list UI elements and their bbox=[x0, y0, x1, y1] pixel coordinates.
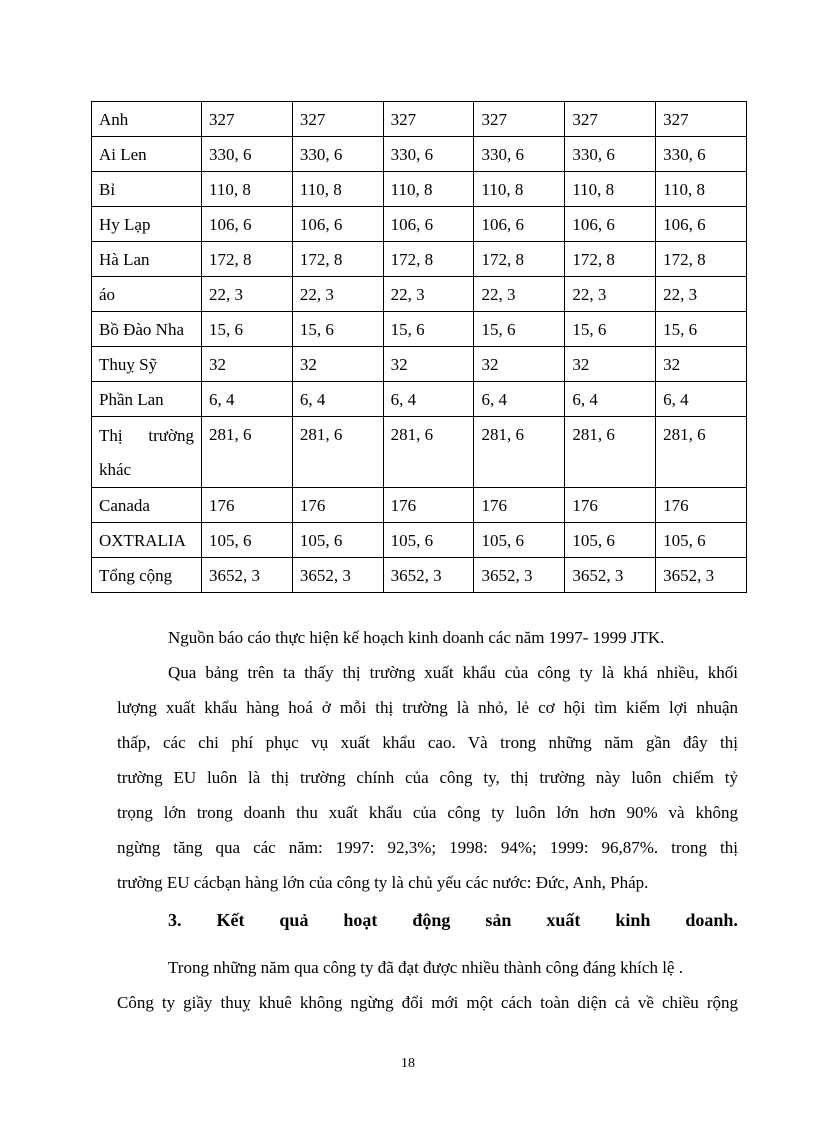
value-cell: 22, 3 bbox=[292, 277, 383, 312]
paragraph-line: ngừng tăng qua các năm: 1997: 92,3%; 1998: 94%; 1999: 96,87%. trong thị bbox=[117, 838, 738, 857]
value-cell: 110, 8 bbox=[202, 172, 293, 207]
value-cell: 110, 8 bbox=[565, 172, 656, 207]
table-row bbox=[92, 277, 747, 312]
value-cell: 327 bbox=[202, 102, 293, 137]
value-cell: 281, 6 bbox=[565, 417, 656, 488]
value-cell: 22, 3 bbox=[656, 277, 747, 312]
value-cell: 330, 6 bbox=[383, 137, 474, 172]
value-cell: 22, 3 bbox=[474, 277, 565, 312]
section-heading bbox=[168, 910, 738, 931]
value-cell: 6, 4 bbox=[656, 382, 747, 417]
heading-word: Kết bbox=[216, 910, 245, 930]
value-cell: 330, 6 bbox=[202, 137, 293, 172]
market-name-cell: Anh bbox=[92, 102, 202, 137]
value-cell: 15, 6 bbox=[656, 312, 747, 347]
value-cell: 6, 4 bbox=[565, 382, 656, 417]
table-row bbox=[92, 523, 747, 558]
value-cell: 110, 8 bbox=[474, 172, 565, 207]
heading-word: sản bbox=[485, 910, 512, 930]
value-cell: 3652, 3 bbox=[383, 558, 474, 593]
paragraph-line: lượng xuất khẩu hàng hoá ở mỗi thị trường là nhỏ, lẻ cơ hội tìm kiếm lợi nhuận bbox=[117, 698, 738, 717]
value-cell: 6, 4 bbox=[202, 382, 293, 417]
value-cell: 330, 6 bbox=[474, 137, 565, 172]
value-cell: 106, 6 bbox=[565, 207, 656, 242]
value-cell: 105, 6 bbox=[202, 523, 293, 558]
value-cell: 6, 4 bbox=[474, 382, 565, 417]
value-cell: 15, 6 bbox=[565, 312, 656, 347]
value-cell: 15, 6 bbox=[292, 312, 383, 347]
paragraph-line: trường EU luôn là thị trường chính của công ty, thị trường này luôn chiếm tỷ bbox=[117, 768, 738, 787]
paragraph-line: trường EU cácbạn hàng lớn của công ty là chủ yếu các nước: Đức, Anh, Pháp. bbox=[117, 873, 649, 892]
value-cell: 105, 6 bbox=[383, 523, 474, 558]
value-cell: 172, 8 bbox=[474, 242, 565, 277]
value-cell: 172, 8 bbox=[656, 242, 747, 277]
market-name-cell: OXTRALIA bbox=[92, 523, 202, 558]
market-name-cell: Ai Len bbox=[92, 137, 202, 172]
table-row bbox=[92, 382, 747, 417]
value-cell: 15, 6 bbox=[383, 312, 474, 347]
value-cell: 6, 4 bbox=[383, 382, 474, 417]
value-cell: 281, 6 bbox=[474, 417, 565, 488]
paragraph-line: Qua bảng trên ta thấy thị trường xuất khẩu của công ty là khá nhiều, khối bbox=[168, 663, 738, 682]
heading-word: động bbox=[412, 910, 451, 930]
heading-word: xuất bbox=[546, 910, 581, 930]
value-cell: 330, 6 bbox=[656, 137, 747, 172]
value-cell: 176 bbox=[656, 488, 747, 523]
value-cell: 281, 6 bbox=[656, 417, 747, 488]
value-cell: 110, 8 bbox=[656, 172, 747, 207]
table-row bbox=[92, 488, 747, 523]
value-cell: 22, 3 bbox=[565, 277, 656, 312]
market-name-cell: áo bbox=[92, 277, 202, 312]
paragraph-line: Công ty giầy thuỵ khuê không ngừng đổi mới một cách toàn diện cả về chiều rộng bbox=[117, 993, 738, 1012]
value-cell: 110, 8 bbox=[383, 172, 474, 207]
value-cell: 176 bbox=[292, 488, 383, 523]
table-row bbox=[92, 417, 747, 488]
value-cell: 281, 6 bbox=[202, 417, 293, 488]
table-row bbox=[92, 172, 747, 207]
heading-word: quả bbox=[279, 910, 309, 930]
market-name-cell: Tổng cộng bbox=[92, 558, 202, 593]
value-cell: 176 bbox=[474, 488, 565, 523]
value-cell: 176 bbox=[383, 488, 474, 523]
market-name-cell: Phần Lan bbox=[92, 382, 202, 417]
value-cell: 105, 6 bbox=[565, 523, 656, 558]
value-cell: 327 bbox=[565, 102, 656, 137]
value-cell: 105, 6 bbox=[474, 523, 565, 558]
value-cell: 15, 6 bbox=[202, 312, 293, 347]
value-cell: 330, 6 bbox=[565, 137, 656, 172]
value-cell: 327 bbox=[383, 102, 474, 137]
paragraph-line: Trong những năm qua công ty đã đạt được nhiều thành công đáng khích lệ . bbox=[168, 958, 683, 977]
value-cell: 22, 3 bbox=[383, 277, 474, 312]
value-cell: 3652, 3 bbox=[656, 558, 747, 593]
table-row bbox=[92, 102, 747, 137]
value-cell: 106, 6 bbox=[202, 207, 293, 242]
table-row bbox=[92, 312, 747, 347]
value-cell: 3652, 3 bbox=[565, 558, 656, 593]
source-note: Nguồn báo cáo thực hiện kế hoạch kinh doanh các năm 1997- 1999 JTK. bbox=[168, 628, 665, 647]
heading-word: doanh. bbox=[685, 910, 738, 930]
page-number: 18 bbox=[401, 1056, 415, 1071]
heading-word: kinh bbox=[615, 910, 651, 930]
value-cell: 172, 8 bbox=[202, 242, 293, 277]
value-cell: 32 bbox=[383, 347, 474, 382]
value-cell: 327 bbox=[656, 102, 747, 137]
value-cell: 330, 6 bbox=[292, 137, 383, 172]
value-cell: 176 bbox=[202, 488, 293, 523]
value-cell: 172, 8 bbox=[383, 242, 474, 277]
value-cell: 106, 6 bbox=[656, 207, 747, 242]
value-cell: 105, 6 bbox=[292, 523, 383, 558]
value-cell: 15, 6 bbox=[474, 312, 565, 347]
value-cell: 281, 6 bbox=[292, 417, 383, 488]
table-row bbox=[92, 207, 747, 242]
market-name-cell: Bỉ bbox=[92, 172, 202, 207]
market-name-cell: Canada bbox=[92, 488, 202, 523]
market-name-cell: Bồ Đào Nha bbox=[92, 312, 202, 347]
value-cell: 22, 3 bbox=[202, 277, 293, 312]
value-cell: 176 bbox=[565, 488, 656, 523]
market-name-cell: Hy Lạp bbox=[92, 207, 202, 242]
market-name-cell: Hà Lan bbox=[92, 242, 202, 277]
value-cell: 32 bbox=[202, 347, 293, 382]
heading-word: hoạt bbox=[343, 910, 378, 930]
value-cell: 106, 6 bbox=[474, 207, 565, 242]
value-cell: 106, 6 bbox=[292, 207, 383, 242]
heading-number: 3. bbox=[168, 910, 182, 930]
value-cell: 110, 8 bbox=[292, 172, 383, 207]
value-cell: 327 bbox=[474, 102, 565, 137]
value-cell: 281, 6 bbox=[383, 417, 474, 488]
table-row bbox=[92, 137, 747, 172]
value-cell: 32 bbox=[292, 347, 383, 382]
value-cell: 327 bbox=[292, 102, 383, 137]
table-row bbox=[92, 347, 747, 382]
value-cell: 32 bbox=[474, 347, 565, 382]
value-cell: 172, 8 bbox=[292, 242, 383, 277]
value-cell: 172, 8 bbox=[565, 242, 656, 277]
value-cell: 105, 6 bbox=[656, 523, 747, 558]
table-row bbox=[92, 558, 747, 593]
value-cell: 3652, 3 bbox=[202, 558, 293, 593]
market-name-cell: Thị trường khác bbox=[92, 417, 202, 488]
paragraph-line: thấp, các chi phí phục vụ xuất khẩu cao. Và trong những năm gần đây thị bbox=[117, 733, 738, 752]
value-cell: 32 bbox=[656, 347, 747, 382]
value-cell: 32 bbox=[565, 347, 656, 382]
value-cell: 6, 4 bbox=[292, 382, 383, 417]
paragraph-line: trọng lớn trong doanh thu xuất khẩu của công ty luôn lớn hơn 90% và không bbox=[117, 803, 738, 822]
market-name-cell: Thuỵ Sỹ bbox=[92, 347, 202, 382]
value-cell: 3652, 3 bbox=[292, 558, 383, 593]
export-market-table bbox=[91, 101, 747, 593]
table-row bbox=[92, 242, 747, 277]
value-cell: 106, 6 bbox=[383, 207, 474, 242]
value-cell: 3652, 3 bbox=[474, 558, 565, 593]
